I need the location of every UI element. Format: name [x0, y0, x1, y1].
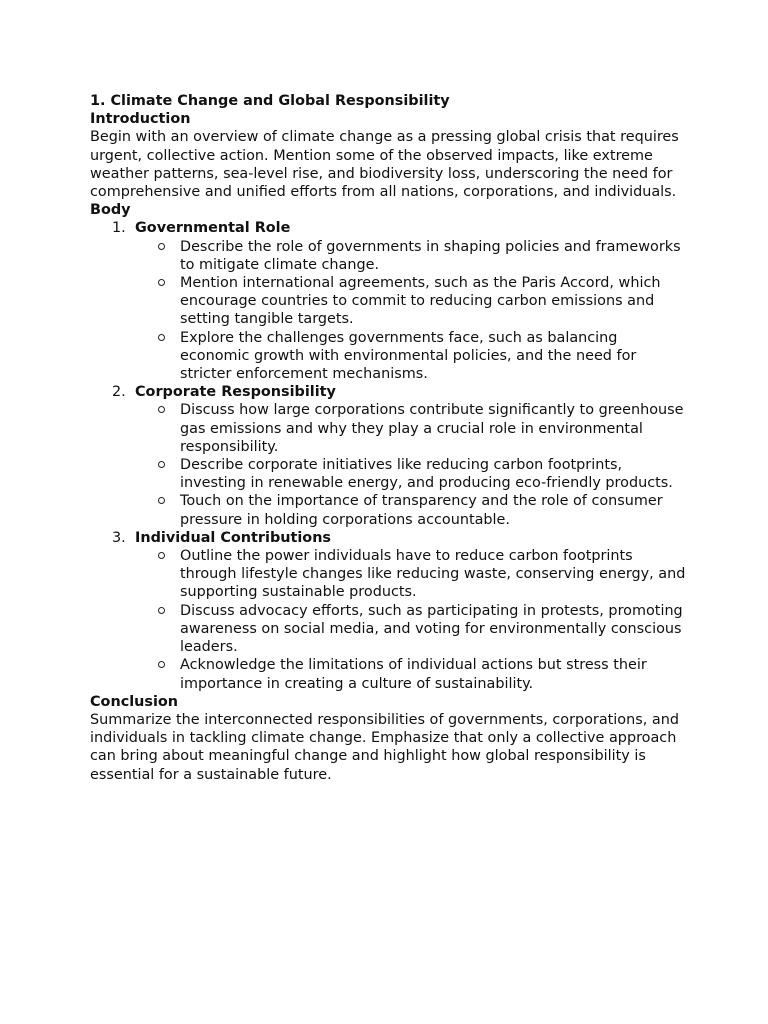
list-item-text: Touch on the importance of transparency and the role of consumer pressure in holding corporations accountable. [180, 493, 663, 528]
hollow-bullet-icon [158, 552, 165, 559]
bullet-list [135, 401, 690, 528]
list-item-text: Mention international agreements, such as the Paris Accord, which encourage countries to commit to reducing carbon emissions and setting tangible targets. [180, 275, 661, 328]
hollow-bullet-icon [158, 497, 165, 504]
list-item [135, 492, 690, 528]
list-item [135, 456, 690, 492]
list-item [135, 274, 690, 329]
section-heading: Individual Contributions [135, 529, 332, 546]
hollow-bullet-icon [158, 279, 165, 286]
section-number: 3. [112, 529, 126, 546]
list-item [135, 602, 690, 657]
list-item-text: Acknowledge the limitations of individual actions but stress their importance in creating a culture of sustainability. [180, 657, 647, 692]
section-heading: Governmental Role [135, 220, 291, 237]
section-individual-contributions [90, 529, 690, 693]
list-item [135, 329, 690, 384]
section-number: 1. [112, 220, 126, 237]
list-item [135, 238, 690, 274]
section-governmental-role [90, 219, 690, 383]
section-heading: Corporate Responsibility [135, 384, 336, 401]
introduction-heading: Introduction [90, 111, 191, 128]
introduction-text: Begin with an overview of climate change as a pressing global crisis that requires urgent, collective action. Mention some of the observed impacts, like extreme weather patterns, sea-level rise, and biodiversity loss, underscoring the need for comprehensive and unified efforts from all nations, corporations, and individuals. [90, 129, 679, 201]
section-number: 2. [112, 384, 126, 401]
hollow-bullet-icon [158, 607, 165, 614]
hollow-bullet-icon [158, 334, 165, 341]
list-item-text: Describe corporate initiatives like reducing carbon footprints, investing in renewable energy, and producing eco-friendly products. [180, 457, 673, 492]
list-item [135, 547, 690, 602]
list-item [135, 401, 690, 456]
list-item-text: Discuss how large corporations contribute significantly to greenhouse gas emissions and why they play a crucial role in environmental responsibility. [180, 402, 684, 455]
list-item-text: Describe the role of governments in shaping policies and frameworks to mitigate climate change. [180, 238, 681, 273]
list-item-text: Outline the power individuals have to reduce carbon footprints through lifestyle changes like reducing waste, conserving energy, and supporting sustainable products. [180, 548, 686, 601]
bullet-list [135, 238, 690, 384]
list-item-text: Discuss advocacy efforts, such as participating in protests, promoting awareness on social media, and voting for environmentally conscious leaders. [180, 602, 683, 656]
list-item [135, 656, 690, 692]
body-heading: Body [90, 202, 131, 219]
document-page [90, 92, 690, 784]
conclusion-heading: Conclusion [90, 693, 179, 710]
hollow-bullet-icon [158, 661, 165, 668]
hollow-bullet-icon [158, 461, 165, 468]
hollow-bullet-icon [158, 406, 165, 413]
conclusion-text: Summarize the interconnected responsibilities of governments, corporations, and individuals in tackling climate change. Emphasize that only a collective approach can bring about meaningful change and highlight how global responsibility is essential for a sustainable future. [90, 711, 679, 783]
section-corporate-responsibility [90, 383, 690, 529]
list-item-text: Explore the challenges governments face, such as balancing economic growth with environmental policies, and the need for stricter enforcement mechanisms. [180, 329, 637, 383]
document-title: 1. Climate Change and Global Responsibility [90, 93, 450, 109]
hollow-bullet-icon [158, 243, 165, 250]
body-outline [90, 219, 690, 692]
bullet-list [135, 547, 690, 693]
